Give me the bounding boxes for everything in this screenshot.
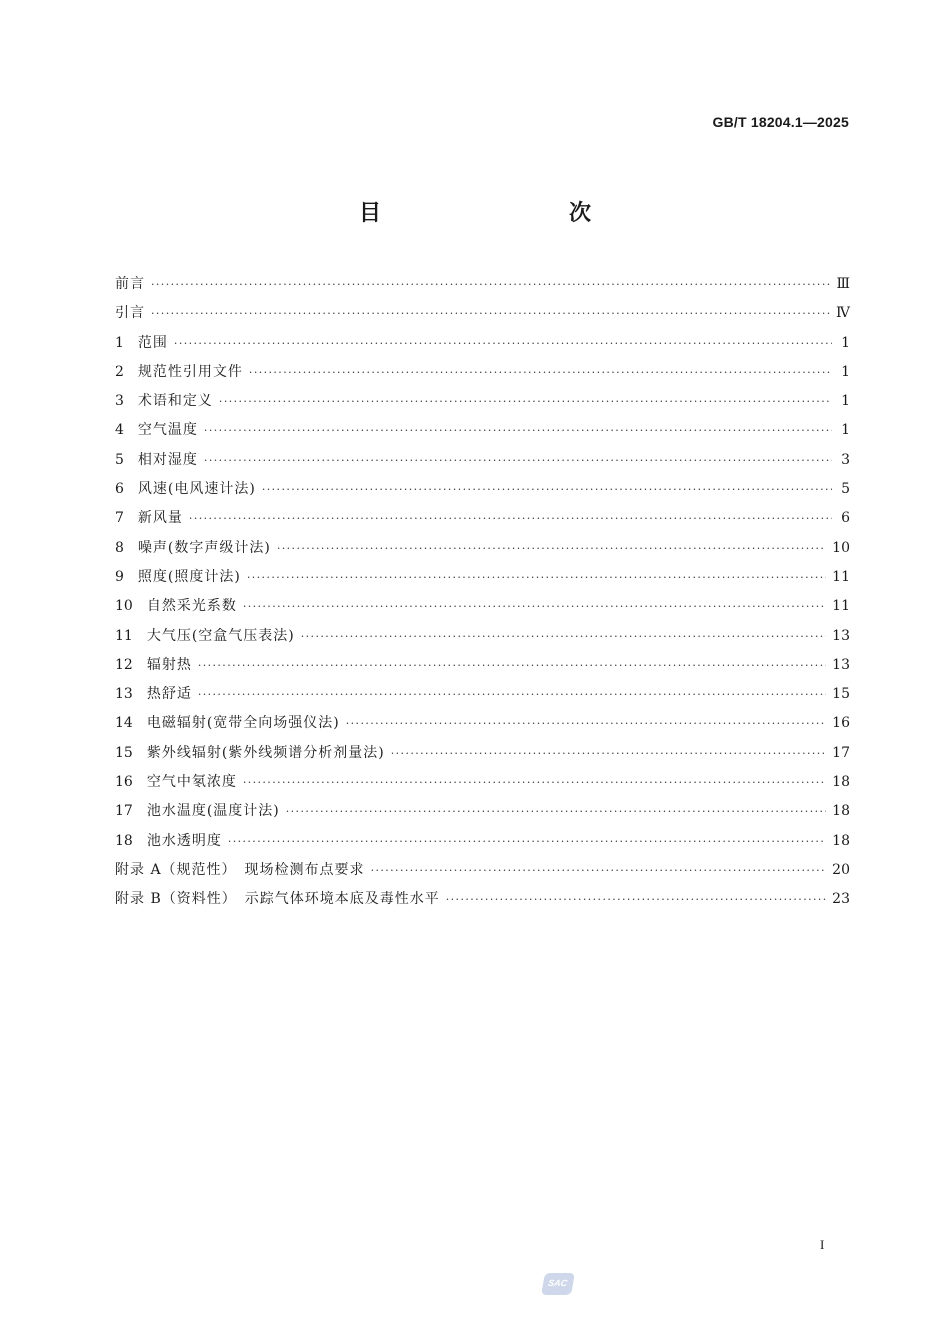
toc-entry-page: 1 [841, 334, 850, 351]
page-title: 目 次 [358, 201, 639, 226]
toc-dot-leader [151, 299, 830, 328]
toc-dot-leader [446, 885, 826, 914]
toc-entry-number: 8 [115, 539, 124, 556]
toc-entry-number: 16 [115, 774, 133, 791]
toc-entry-number: 6 [115, 481, 124, 498]
toc-entry-number: 12 [115, 656, 133, 673]
sac-logo-text: SAC [547, 1278, 569, 1288]
toc-entry-label: 空气温度 [137, 422, 198, 439]
toc-entry-page: 5 [841, 481, 850, 498]
toc-dot-leader [346, 709, 826, 738]
toc-entry-number: 17 [115, 803, 133, 820]
toc-entry-page: 18 [832, 832, 850, 849]
toc-entry-page: 11 [832, 598, 850, 615]
toc-entry[interactable] [115, 387, 850, 416]
toc-entry-number: 2 [115, 363, 124, 380]
toc-entry-number: 13 [115, 686, 133, 703]
toc-entry-number: 5 [115, 451, 124, 468]
toc-entry-number: 4 [115, 422, 124, 439]
toc-entry-page: 20 [832, 861, 850, 878]
toc-entry-page: 1 [841, 363, 850, 380]
toc-entry-label: 规范性引用文件 [137, 363, 243, 380]
toc-entry-label: 范围 [137, 334, 168, 351]
toc-entry-label: 相对湿度 [137, 451, 198, 468]
toc-entry-page: 18 [832, 803, 850, 820]
toc-entry[interactable] [115, 358, 850, 387]
toc-entry-label: 大气压(空盒气压表法) [146, 627, 295, 644]
page-number: I [820, 1237, 825, 1252]
toc-entry[interactable] [115, 651, 850, 680]
toc-entry-number: 9 [115, 568, 124, 585]
toc-entry-number: 3 [115, 393, 124, 410]
table-of-contents [115, 270, 850, 915]
toc-entry-label: 池水温度(温度计法) [146, 803, 280, 820]
toc-entry-page: 16 [832, 715, 850, 732]
toc-entry[interactable] [115, 299, 850, 328]
toc-entry-page: 13 [832, 627, 850, 644]
toc-entry[interactable] [115, 446, 850, 475]
standard-code: GB/T 18204.1—2025 [712, 114, 849, 130]
toc-dot-leader [243, 768, 826, 797]
toc-entry-page: 17 [832, 744, 850, 761]
toc-entry-label: 紫外线辐射(紫外线频谱分析剂量法) [146, 744, 385, 761]
toc-entry[interactable] [115, 504, 850, 533]
toc-entry-number: 1 [115, 334, 124, 351]
toc-dot-leader [219, 387, 832, 416]
toc-dot-leader [174, 329, 832, 358]
toc-entry-number: 15 [115, 744, 133, 761]
toc-dot-leader [262, 475, 832, 504]
toc-entry[interactable] [115, 797, 850, 826]
toc-entry-page: 23 [832, 891, 850, 908]
toc-entry[interactable] [115, 680, 850, 709]
toc-entry-label: 自然采光系数 [146, 598, 237, 615]
toc-entry-label: 热舒适 [146, 686, 192, 703]
toc-entry-label: 照度(照度计法) [137, 568, 241, 585]
toc-entry-label: 术语和定义 [137, 393, 213, 410]
toc-entry[interactable] [115, 563, 850, 592]
toc-entry-label: 池水透明度 [146, 832, 222, 849]
toc-entry-number: 7 [115, 510, 124, 527]
toc-dot-leader [204, 416, 832, 445]
toc-dot-leader [228, 827, 826, 856]
toc-dot-leader [277, 534, 826, 563]
toc-entry-page: Ⅲ [836, 276, 850, 292]
toc-entry[interactable] [115, 475, 850, 504]
toc-entry-label: 引言 [115, 305, 145, 322]
toc-entry[interactable] [115, 592, 850, 621]
toc-dot-leader [286, 797, 826, 826]
toc-dot-leader [198, 680, 826, 709]
toc-entry[interactable] [115, 329, 850, 358]
toc-entry-label: 前言 [115, 276, 145, 292]
toc-dot-leader [249, 358, 832, 387]
toc-entry-label: 风速(电风速计法) [137, 481, 256, 498]
toc-entry-label: 附录 A（规范性） 现场检测布点要求 [115, 861, 365, 878]
toc-dot-leader [391, 739, 826, 768]
toc-dot-leader [151, 270, 830, 299]
toc-entry-page: 1 [841, 422, 850, 439]
toc-entry-page: 11 [832, 568, 850, 585]
toc-entry[interactable] [115, 768, 850, 797]
toc-entry-page: Ⅳ [836, 305, 850, 322]
toc-entry-label: 噪声(数字声级计法) [137, 539, 271, 556]
toc-entry[interactable] [115, 739, 850, 768]
toc-entry-page: 1 [841, 393, 850, 410]
toc-entry-page: 6 [841, 510, 850, 527]
toc-entry-label: 辐射热 [146, 656, 192, 673]
toc-entry-number: 10 [115, 598, 133, 615]
toc-entry-number: 11 [115, 627, 133, 644]
toc-entry-page: 10 [832, 539, 850, 556]
toc-entry-label: 附录 B（资料性） 示踪气体环境本底及毒性水平 [115, 891, 440, 908]
sac-logo [541, 1273, 575, 1295]
toc-dot-leader [198, 651, 826, 680]
toc-dot-leader [204, 446, 832, 475]
toc-entry-page: 18 [832, 774, 850, 791]
toc-entry-label: 新风量 [137, 510, 183, 527]
toc-entry-number: 18 [115, 832, 133, 849]
toc-entry[interactable] [115, 885, 850, 914]
toc-entry-label: 空气中氡浓度 [146, 774, 237, 791]
toc-dot-leader [301, 622, 826, 651]
toc-dot-leader [247, 563, 826, 592]
toc-entry[interactable] [115, 709, 850, 738]
toc-entry[interactable] [115, 416, 850, 445]
toc-entry-page: 13 [832, 656, 850, 673]
toc-entry[interactable] [115, 622, 850, 651]
toc-dot-leader [243, 592, 826, 621]
toc-entry-page: 15 [832, 686, 850, 703]
toc-dot-leader [189, 504, 832, 533]
toc-entry-label: 电磁辐射(宽带全向场强仪法) [146, 715, 340, 732]
toc-entry-page: 3 [841, 451, 850, 468]
toc-entry[interactable] [115, 827, 850, 856]
toc-entry[interactable] [115, 534, 850, 563]
toc-entry-number: 14 [115, 715, 133, 732]
toc-entry[interactable] [115, 270, 850, 299]
toc-dot-leader [371, 856, 827, 885]
toc-entry[interactable] [115, 856, 850, 885]
